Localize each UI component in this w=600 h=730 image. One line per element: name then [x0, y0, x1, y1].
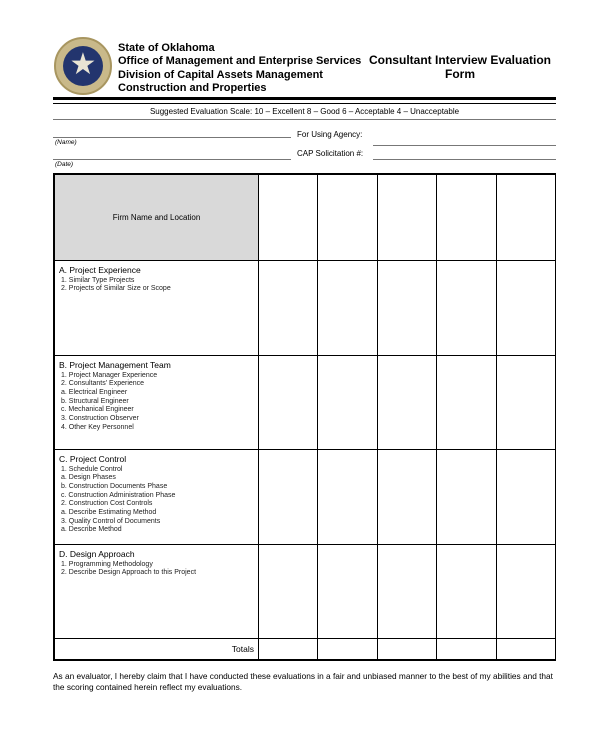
criterion: a. Design Phases	[61, 474, 116, 482]
org-line: Office of Management and Enterprise Services	[118, 55, 362, 68]
score-cell[interactable]	[259, 260, 318, 355]
date-label: (Date)	[55, 161, 74, 168]
form-title	[360, 53, 560, 81]
score-cell[interactable]	[318, 544, 377, 638]
section-title: A. Project Experience	[59, 264, 141, 275]
header-rule	[53, 97, 556, 100]
score-cell[interactable]	[259, 449, 318, 544]
criterion: 2. Projects of Similar Size or Scope	[61, 285, 171, 293]
firm-cell[interactable]	[496, 174, 555, 260]
section-row	[54, 544, 556, 638]
score-cell[interactable]	[377, 544, 436, 638]
score-cell[interactable]	[377, 449, 436, 544]
total-cell[interactable]	[259, 638, 318, 660]
firm-cell[interactable]	[259, 174, 318, 260]
title-line: Form	[445, 67, 475, 81]
criterion: b. Structural Engineer	[61, 397, 129, 405]
name-field[interactable]	[53, 137, 291, 138]
agency-field[interactable]	[373, 145, 556, 146]
score-cell[interactable]	[437, 355, 496, 449]
criterion: 2. Construction Cost Controls	[61, 500, 153, 508]
score-cell[interactable]	[496, 449, 555, 544]
criterion: 3. Quality Control of Documents	[61, 517, 161, 525]
firm-cell[interactable]	[377, 174, 436, 260]
criterion: 4. Other Key Personnel	[61, 423, 134, 431]
organization-block	[118, 42, 361, 95]
score-cell[interactable]	[318, 449, 377, 544]
total-cell[interactable]	[496, 638, 555, 660]
org-line: Construction and Properties	[118, 81, 267, 94]
criterion: 1. Schedule Control	[61, 465, 123, 473]
criterion: 1. Similar Type Projects	[61, 276, 135, 284]
evaluator-statement: As an evaluator, I hereby claim that I have conducted these evaluations in a fair and unbiased manner to the best of my abilities and that the scoring contained herein reflect my evaluations.	[53, 671, 553, 692]
score-cell[interactable]	[496, 260, 555, 355]
score-cell[interactable]	[496, 355, 555, 449]
date-field[interactable]	[53, 159, 291, 160]
total-cell[interactable]	[377, 638, 436, 660]
score-cell[interactable]	[377, 260, 436, 355]
criterion: a. Electrical Engineer	[61, 388, 128, 396]
state-seal-logo: ★	[54, 37, 112, 95]
score-cell[interactable]	[437, 260, 496, 355]
score-cell[interactable]	[437, 544, 496, 638]
criterion: 1. Programming Methodology	[61, 560, 153, 568]
section-row	[54, 449, 556, 544]
score-cell[interactable]	[318, 260, 377, 355]
evaluation-table	[53, 173, 556, 661]
firm-cell[interactable]	[318, 174, 377, 260]
name-label: (Name)	[55, 139, 77, 146]
criterion: c. Construction Administration Phase	[61, 491, 176, 499]
section-title: D. Design Approach	[59, 548, 135, 559]
score-cell[interactable]	[318, 355, 377, 449]
totals-row	[54, 638, 556, 660]
score-cell[interactable]	[259, 355, 318, 449]
score-cell[interactable]	[437, 449, 496, 544]
firm-cell[interactable]	[437, 174, 496, 260]
criterion: 2. Describe Design Approach to this Project	[61, 569, 197, 577]
cap-field[interactable]	[373, 159, 556, 160]
criterion: 1. Project Manager Experience	[61, 371, 158, 379]
score-cell[interactable]	[377, 355, 436, 449]
section-row	[54, 260, 556, 355]
section-row	[54, 355, 556, 449]
criterion: a. Describe Method	[61, 526, 122, 534]
agency-label: For Using Agency:	[297, 130, 363, 139]
section-title: C. Project Control	[59, 453, 127, 464]
evaluation-scale: Suggested Evaluation Scale: 10 – Excellent 8 – Good 6 – Acceptable 4 – Unacceptable	[149, 107, 460, 116]
criterion: b. Construction Documents Phase	[61, 482, 168, 490]
org-line: State of Oklahoma	[118, 42, 215, 54]
criterion: a. Describe Estimating Method	[61, 509, 157, 517]
org-line: Division of Capital Assets Management	[118, 68, 323, 81]
total-cell[interactable]	[318, 638, 377, 660]
divider	[53, 103, 556, 104]
totals-label: Totals	[54, 638, 259, 660]
score-cell[interactable]	[259, 544, 318, 638]
title-line: Consultant Interview Evaluation	[368, 53, 552, 67]
firm-header: Firm Name and Location	[54, 174, 259, 260]
score-cell[interactable]	[496, 544, 555, 638]
criterion: c. Mechanical Engineer	[61, 406, 134, 414]
cap-label: CAP Solicitation #:	[297, 149, 364, 158]
total-cell[interactable]	[437, 638, 496, 660]
section-title: B. Project Management Team	[59, 359, 171, 370]
divider	[53, 119, 556, 120]
criterion: 3. Construction Observer	[61, 415, 139, 423]
criterion: 2. Consultants' Experience	[61, 380, 145, 388]
